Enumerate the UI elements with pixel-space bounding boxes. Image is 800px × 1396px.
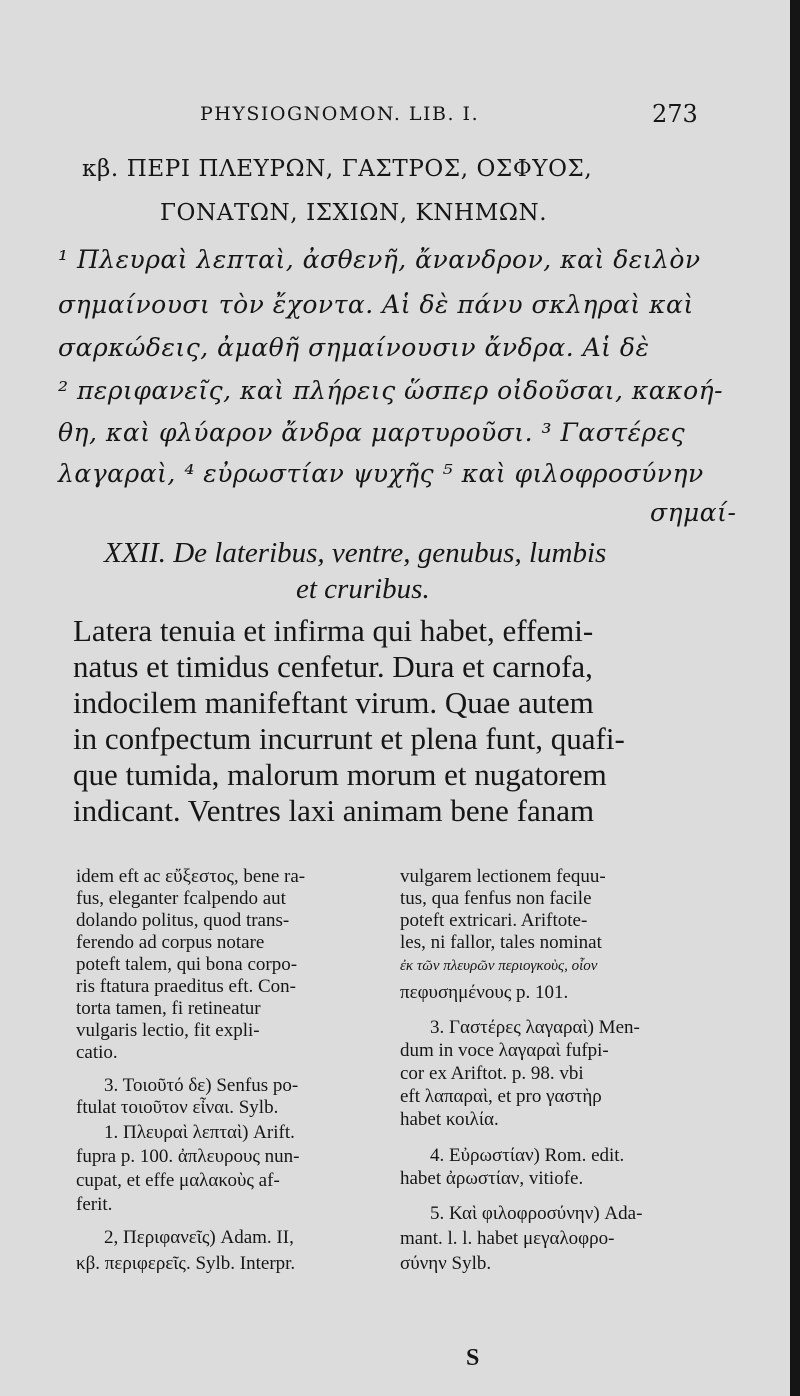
note-line: ἐκ τῶν πλευρῶν περιογκοὺς, οἷον xyxy=(400,958,598,974)
note-line: habet κοιλία. xyxy=(400,1109,499,1130)
greek-heading-line: κβ. ΠΕΡΙ ΠΛΕΥΡΩΝ, ΓΑΣΤΡΟΣ, ΟΣΦΥΟΣ, xyxy=(82,156,593,182)
latin-text-line: Latera tenuia et infirma qui habet, effemi- xyxy=(73,613,594,648)
latin-text-line: que tumida, malorum morum et nugatorem xyxy=(73,757,607,792)
latin-text-line: indocilem manifeftant virum. Quae autem xyxy=(73,685,594,720)
note-line: dolando politus, quod trans- xyxy=(76,910,290,931)
note-line: vulgaris lectio, fit expli- xyxy=(76,1020,260,1041)
greek-text-line: θη, καὶ φλύαρον ἄνδρα μαρτυροῦσι. ³ Γαστέρες xyxy=(58,418,686,447)
note-line: ferit. xyxy=(76,1194,113,1215)
note-line: torta tamen, fi retineatur xyxy=(76,998,261,1019)
note-line: ris ftatura praeditus eft. Con- xyxy=(76,976,297,997)
note-line: vulgarem lectionem fequu- xyxy=(400,866,606,887)
note-line: poteft talem, qui bona corpo- xyxy=(76,954,298,975)
note-line: 3. Γαστέρες λαγαραὶ) Men- xyxy=(430,1017,640,1038)
note-line: dum in voce λαγαραὶ fufpi- xyxy=(400,1040,609,1061)
note-line: σύνην Sylb. xyxy=(400,1253,492,1274)
latin-chapter-title: XXII. De lateribus, ventre, genubus, lumbis xyxy=(104,537,607,569)
note-line: πεφυσημένους p. 101. xyxy=(400,982,569,1003)
greek-text-line: ¹ Πλευραὶ λεπταὶ, ἀσθενῆ, ἄνανδρον, καὶ δειλὸν xyxy=(58,245,701,274)
greek-text-line: σημαίνουσι τὸν ἔχοντα. Αἱ δὲ πάνυ σκληραὶ καὶ xyxy=(58,290,694,319)
note-line: tus, qua fenfus non facile xyxy=(400,888,592,909)
latin-text-line: indicant. Ventres laxi animam bene fanam xyxy=(73,793,595,828)
note-line: ferendo ad corpus notare xyxy=(76,932,265,953)
page-number: 273 xyxy=(652,100,698,128)
note-line: habet ἀρωστίαν, vitiofe. xyxy=(400,1168,584,1189)
note-line: idem eft ac εὔξεστος, bene ra- xyxy=(76,866,306,887)
latin-chapter-title: et cruribus. xyxy=(296,573,430,605)
greek-text-line: λαγαραὶ, ⁴ εὐρωστίαν ψυχῆς ⁵ καὶ φιλοφροσύνην xyxy=(58,459,704,488)
greek-text-line: σαρκώδεις, ἀμαθῆ σημαίνουσιν ἄνδρα. Αἱ δὲ xyxy=(58,333,650,362)
note-line: fus, eleganter fcalpendo aut xyxy=(76,888,286,909)
note-line: cor ex Ariftot. p. 98. vbi xyxy=(400,1063,584,1084)
note-line: poteft extricari. Ariftote- xyxy=(400,910,588,931)
note-line: 2, Περιφανεῖς) Adam. II, xyxy=(104,1227,294,1248)
note-line: 3. Τοιοῦτό δε) Senfus po- xyxy=(104,1075,299,1096)
latin-text-line: natus et timidus cenfetur. Dura et carnofa, xyxy=(73,649,593,684)
greek-catchword: σημαί- xyxy=(650,498,737,527)
greek-heading-line: ΓΟΝΑΤΩΝ, ΙΣΧΙΩΝ, ΚΝΗΜΩΝ. xyxy=(160,200,548,226)
note-line: κβ. περιφερεῖς. Sylb. Interpr. xyxy=(76,1253,296,1274)
note-line: 5. Καὶ φιλοφροσύνην) Ada- xyxy=(430,1203,643,1224)
note-line: mant. l. l. habet μεγαλοφρο- xyxy=(400,1228,615,1249)
page-edge-shadow xyxy=(790,0,800,1396)
running-head: PHYSIOGNOMON. LIB. I. xyxy=(200,103,480,125)
note-line: fupra p. 100. ἀπλευρους nun- xyxy=(76,1146,300,1167)
note-line: cupat, et effe μαλακοὺς af- xyxy=(76,1170,280,1191)
note-line: 4. Εὐρωστίαν) Rom. edit. xyxy=(430,1145,625,1166)
note-line: 1. Πλευραὶ λεπταὶ) Arift. xyxy=(104,1122,295,1143)
note-line: eft λαπαραὶ, et pro γαστὴρ xyxy=(400,1086,602,1107)
note-line: catio. xyxy=(76,1042,118,1063)
note-line: les, ni fallor, tales nominat xyxy=(400,932,602,953)
latin-text-line: in confpectum incurrunt et plena funt, quafi- xyxy=(73,721,625,756)
signature-mark: S xyxy=(466,1345,480,1371)
greek-text-line: ² περιφανεῖς, καὶ πλήρεις ὥσπερ οἰδοῦσαι, κακοή- xyxy=(58,376,724,405)
note-line: ftulat τοιοῦτον εἶναι. Sylb. xyxy=(76,1097,279,1118)
